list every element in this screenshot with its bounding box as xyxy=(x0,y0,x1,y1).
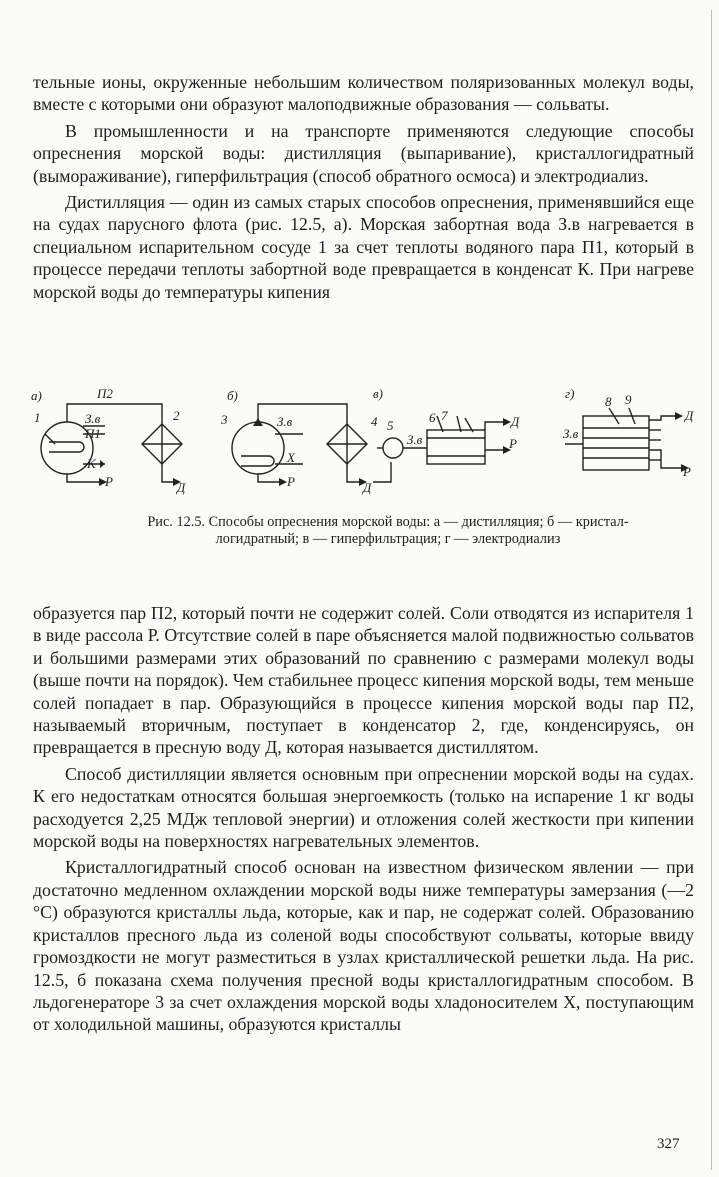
diagram-label: Р xyxy=(683,464,691,479)
paragraph: Дистилляция — один из самых старых способов опреснения, применявшийся еще на судах парусного флота (рис. 12.5, а). Морская забортная вода З.в нагревается в специальном испарительном сосуде 1 за счет теплоты водяного пара П1, который в процессе передачи теплоты забортной воде превращается в конденсат К. При нагреве морской воды до температуры кипения xyxy=(33,192,694,302)
diagram-label: Р xyxy=(105,474,113,489)
diagram-label: З.в xyxy=(563,426,579,441)
figure-diagram xyxy=(25,382,705,502)
figure-12-5 xyxy=(25,382,705,502)
page-edge-line xyxy=(711,10,712,1170)
diagram-label: Х xyxy=(287,450,295,465)
diagram-label: К xyxy=(87,456,96,471)
diagram-label: П2 xyxy=(97,386,113,401)
diagram-label: Р xyxy=(509,436,517,451)
paragraph: образуется пар П2, который почти не содержит солей. Соли отводятся из испарителя 1 в виде рассола Р. Отсутствие солей в паре объясняется малой подвижностью сольватов и большими размерами этих образований по сравнению с размерами молекул воды (выше почти на порядок). Чем стабильнее процесс кипения морской воды, тем меньше солей попадает в пар. Образующийся в процессе кипения морской воды пар П2, называемый вторичным, поступает в конденсатор 2, где, конденсируясь, он превращается в пресную воду Д, которая называется дистиллятом. xyxy=(33,603,694,758)
text-block-top xyxy=(33,71,694,303)
diagram-label: П1 xyxy=(85,426,101,441)
diagram-label: 7 xyxy=(441,408,448,423)
diagram-label: З.в xyxy=(277,414,293,429)
caption-line: Рис. 12.5. Способы опреснения морской воды: а — дистилляция; б — кристал- xyxy=(147,514,629,530)
diagram-label: 8 xyxy=(605,394,612,409)
figure-caption xyxy=(118,514,658,548)
paragraph: Способ дистилляции является основным при опреснении морской воды на судах. К его недостаткам относятся большая энергоемкость (только на испарение 1 кг воды расходуется 2,25 МДж тепловой энергии) и отложения солей жесткости при кипении морской воды на поверхностях нагревательных элементов. xyxy=(33,763,694,852)
panel-label: а) xyxy=(31,388,42,403)
caption-line: логидратный; в — гиперфильтрация; г — электродиализ xyxy=(215,531,561,547)
diagram-label: З.в xyxy=(407,432,423,447)
text-block-bottom xyxy=(33,602,694,1036)
page-number: 327 xyxy=(657,1136,680,1152)
diagram-label: 9 xyxy=(625,392,632,407)
diagram-label: Д xyxy=(363,480,372,495)
diagram-label: 5 xyxy=(387,418,394,433)
paragraph: В промышленности и на транспорте применяются следующие способы опреснения морской воды: дистилляция (выпаривание), кристаллогидратный (вымораживание), гиперфильтрация (способ обратного осмоса) и электродиализ. xyxy=(33,120,694,186)
paragraph: тельные ионы, окруженные небольшим количеством поляризованных молекул воды, вместе с которыми они образуют малоподвижные образования — сольваты. xyxy=(33,72,694,115)
diagram-label: 1 xyxy=(34,410,41,425)
diagram-label: Д xyxy=(685,408,694,423)
panel-label: б) xyxy=(227,388,238,403)
diagram-label: 3 xyxy=(221,412,228,427)
diagram-label: Д xyxy=(511,414,520,429)
diagram-label: 4 xyxy=(371,414,378,429)
diagram-label: Д xyxy=(177,480,186,495)
diagram-label: З.в xyxy=(85,411,101,426)
diagram-label: 2 xyxy=(173,408,180,423)
panel-label: в) xyxy=(373,386,383,401)
panel-label: г) xyxy=(565,386,575,401)
diagram-label: 6 xyxy=(429,410,436,425)
diagram-label: Р xyxy=(287,474,295,489)
paragraph: Кристаллогидратный способ основан на известном физическом явлении — при достаточно медленном охлаждении морской воды ниже температуры замерзания (—2 °С) образуются кристаллы льда, которые, как и пар, не содержат солей. Образованию кристаллов пресного льда из соленой воды способствуют сольваты, которые ввиду громоздкости не могут разместиться в узлах кристаллической решетки льда. На рис. 12.5, б показана схема получения пресной воды кристаллогидратным способом. В льдогенераторе 3 за счет охлаждения морской воды хладоносителем Х, поступающим от холодильной машины, образуются кристаллы xyxy=(33,857,694,1035)
